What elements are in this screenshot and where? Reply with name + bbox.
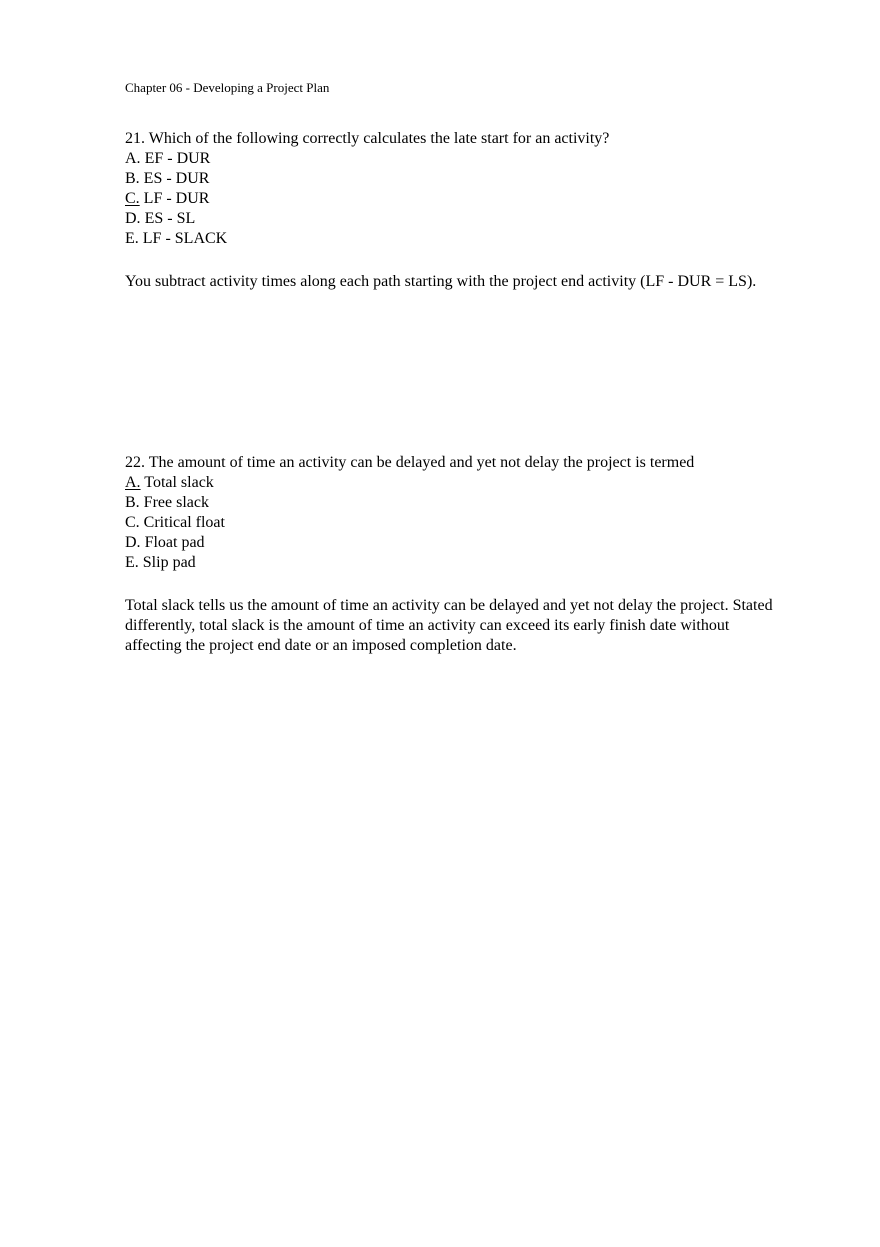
- option-letter: D.: [125, 210, 141, 227]
- question-stem: 22. The amount of time an activity can be delayed and yet not delay the project is termed: [125, 454, 695, 471]
- option-e: [125, 553, 785, 573]
- option-b: [125, 169, 785, 189]
- option-a: [125, 473, 785, 493]
- option-text: LF - SLACK: [142, 230, 228, 247]
- option-letter: E.: [125, 554, 139, 571]
- option-d: [125, 209, 785, 229]
- option-letter: D.: [125, 534, 141, 551]
- option-letter: C.: [125, 514, 140, 531]
- option-text: ES - DUR: [143, 170, 210, 187]
- answer-explanation: You subtract activity times along each path starting with the project end activity (LF - DUR = LS).: [125, 273, 757, 290]
- option-text: Total slack: [144, 474, 214, 491]
- option-text: Float pad: [144, 534, 205, 551]
- option-text: Free slack: [143, 494, 209, 511]
- option-b: [125, 493, 785, 513]
- option-text: Slip pad: [142, 554, 196, 571]
- option-text: LF - DUR: [143, 190, 210, 207]
- question-stem: 21. Which of the following correctly calculates the late start for an activity?: [125, 130, 610, 147]
- correct-option-letter: A.: [125, 474, 141, 491]
- option-letter: E.: [125, 230, 139, 247]
- chapter-header: Chapter 06 - Developing a Project Plan: [125, 80, 330, 95]
- option-letter: B.: [125, 494, 140, 511]
- option-c: [125, 189, 785, 209]
- option-text: ES - SL: [144, 210, 196, 227]
- answer-explanation: Total slack tells us the amount of time an activity can be delayed and yet not delay the project. Stated differently, total slack is the amount of time an activity can exceed its early finish date without affecting the project end date or an imposed completion date.: [125, 597, 773, 654]
- option-letter: A.: [125, 150, 141, 167]
- option-text: Critical float: [143, 514, 225, 531]
- option-a: [125, 149, 785, 169]
- question-22: [125, 453, 785, 656]
- option-d: [125, 533, 785, 553]
- option-e: [125, 229, 785, 249]
- option-letter: B.: [125, 170, 140, 187]
- correct-option-letter: C.: [125, 190, 140, 207]
- option-c: [125, 513, 785, 533]
- option-text: EF - DUR: [144, 150, 211, 167]
- question-21: [125, 129, 785, 292]
